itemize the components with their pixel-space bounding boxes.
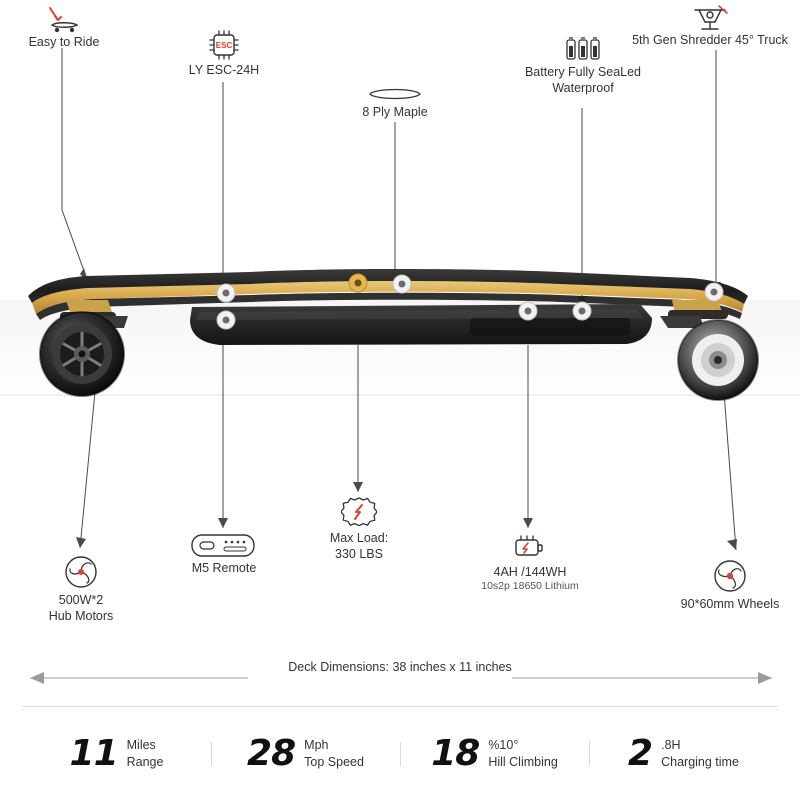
callout-hub-motors — [16, 552, 146, 625]
load-icon — [300, 494, 418, 530]
spec-top-speed — [211, 733, 400, 774]
callout-maple — [340, 84, 450, 120]
deck-dimensions-label: Deck Dimensions: 38 inches x 11 inches — [288, 660, 512, 674]
spec-value: 2 — [628, 733, 653, 774]
callout-label: Battery Fully SeaLed — [524, 65, 642, 79]
callout-label: 5th Gen Shredder 45° Truck — [632, 33, 788, 47]
wheel-icon — [660, 556, 800, 596]
callout-sublabel: Waterproof — [552, 81, 614, 96]
callout-max-load — [300, 494, 418, 563]
spec-bar — [22, 716, 778, 792]
spec-label: Top Speed — [304, 755, 364, 769]
truck-icon — [620, 2, 800, 32]
callout-sublabel: 330 LBS — [335, 547, 383, 562]
callout-label: M5 Remote — [191, 561, 257, 575]
spec-label: Hill Climbing — [488, 755, 558, 769]
spec-divider — [22, 706, 778, 707]
callout-easy-to-ride — [10, 4, 118, 50]
callout-label: 90*60mm Wheels — [680, 597, 780, 611]
spec-range — [22, 733, 211, 774]
callout-truck — [620, 2, 800, 48]
callout-label: 4AH /144WH — [493, 565, 567, 579]
spec-value: 28 — [247, 733, 296, 774]
battery-charge-icon — [458, 530, 602, 564]
spec-value: 18 — [431, 733, 480, 774]
callout-sublabel: 10s2p 18650 Lithium — [481, 580, 579, 593]
spec-unit: Mph — [304, 738, 329, 753]
motor-icon — [16, 552, 146, 592]
skateboard-icon — [10, 4, 118, 34]
spec-unit: .8H — [661, 738, 681, 753]
callout-label: LY ESC-24H — [188, 63, 260, 77]
deck-outline-icon — [340, 84, 450, 104]
svg-text:ESC: ESC — [215, 41, 233, 50]
chip-esc-icon — [168, 28, 280, 62]
spec-hill-climbing — [400, 733, 589, 774]
spec-label: Range — [126, 755, 164, 769]
spec-value: 11 — [69, 733, 118, 774]
spec-charging-time — [589, 733, 778, 774]
callout-wheels — [660, 556, 800, 612]
remote-icon — [168, 530, 280, 560]
spec-label: Charging time — [661, 755, 739, 769]
spec-unit: Miles — [126, 738, 156, 753]
spec-unit: %10° — [488, 738, 519, 753]
callout-label: Easy to Ride — [28, 35, 100, 49]
callout-remote — [168, 530, 280, 576]
callout-esc — [168, 28, 280, 78]
callout-label: 8 Ply Maple — [362, 105, 428, 119]
callout-label: Max Load: — [329, 531, 389, 545]
callout-label: 500W*2 — [58, 593, 104, 607]
callout-battery-spec — [458, 530, 602, 594]
callout-sublabel: Hub Motors — [48, 609, 114, 624]
